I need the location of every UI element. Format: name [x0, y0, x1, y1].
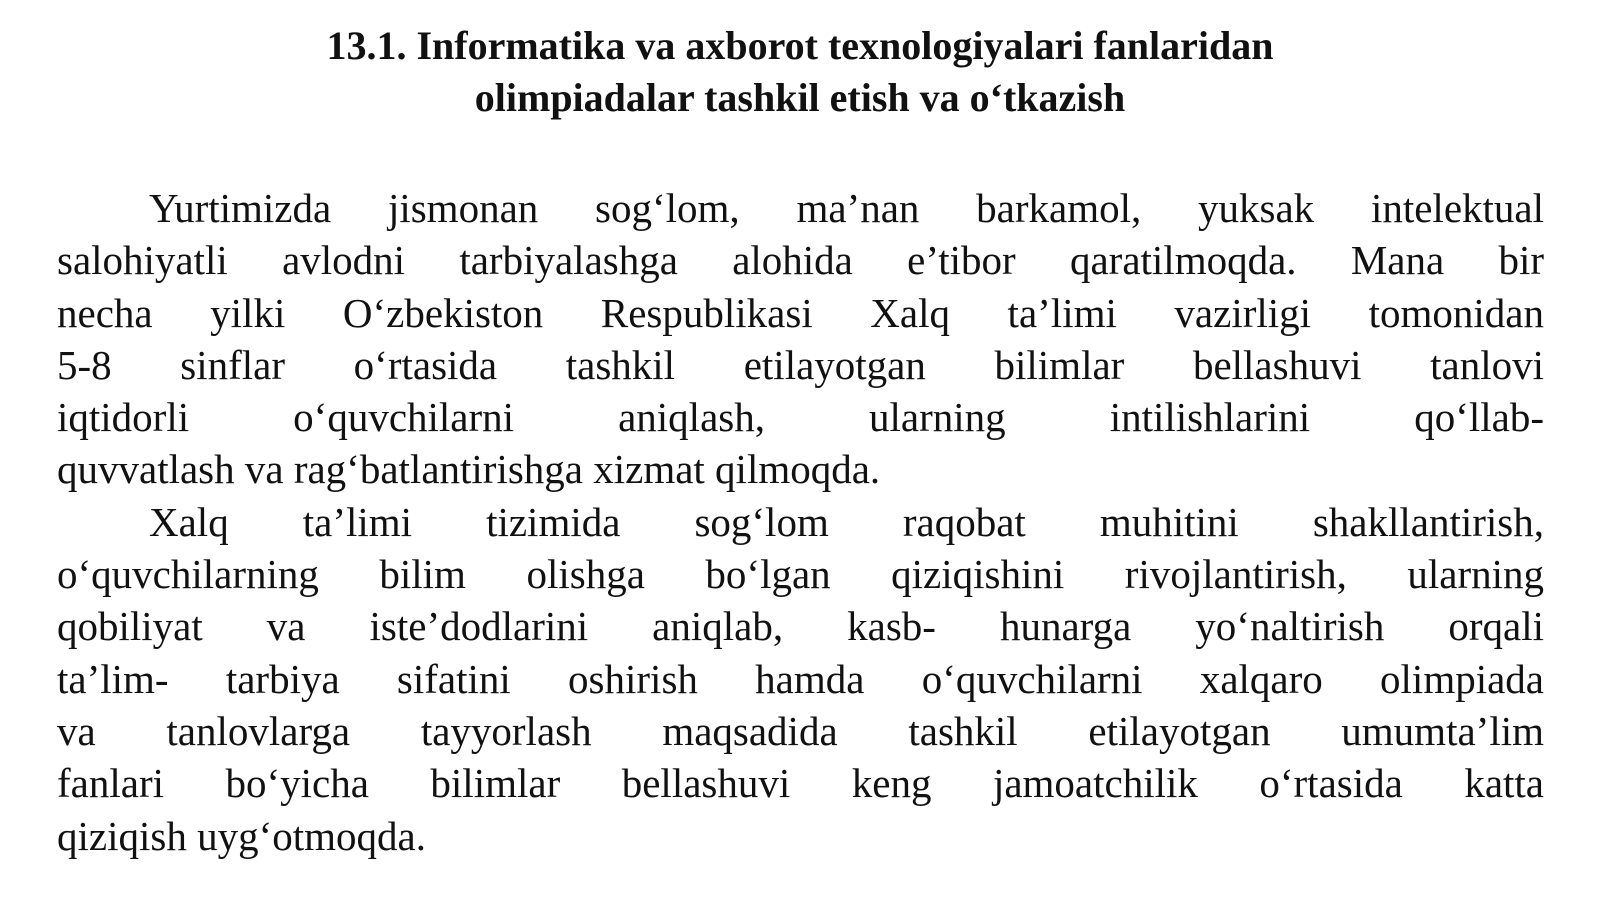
- text-line: quvvatlash va rag‘batlantirishga xizmat qilmoqda.: [57, 446, 881, 493]
- text-line: Xalq ta’limi tizimida sog‘lom raqobat muhitini shakllantirish,: [149, 498, 1544, 545]
- heading-line: 13.1. Informatika va axborot texnologiyalari fanlaridan: [326, 23, 1274, 68]
- section-heading: [0, 20, 1600, 124]
- text-line: necha yilki O‘zbekiston Respublikasi Xalq ta’limi vazirligi tomonidan: [57, 289, 1544, 336]
- text-line: o‘quvchilarning bilim olishga bo‘lgan qiziqishini rivojlantirish, ularning: [57, 551, 1544, 598]
- text-line: iqtidorli o‘quvchilarni aniqlash, ularning intilishlarini qo‘llab-: [57, 394, 1544, 441]
- text-line: salohiyatli avlodni tarbiyalashga alohida e’tibor qaratilmoqda. Mana bir: [57, 237, 1544, 284]
- text-line: Yurtimizda jismonan sog‘lom, ma’nan barkamol, yuksak intelektual: [149, 185, 1544, 231]
- text-line: qiziqish uyg‘otmoqda.: [57, 812, 426, 859]
- body-text: [57, 182, 1544, 862]
- text-line: fanlari bo‘yicha bilimlar bellashuvi keng jamoatchilik o‘rtasida katta: [57, 760, 1544, 807]
- heading-line: olimpiadalar tashkil etish va o‘tkazish: [474, 75, 1126, 120]
- paragraph-1: [57, 182, 1544, 496]
- text-line: 5-8 sinflar o‘rtasida tashkil etilayotgan bilimlar bellashuvi tanlovi: [57, 341, 1544, 388]
- text-line: va tanlovlarga tayyorlash maqsadida tashkil etilayotgan umumta’lim: [57, 707, 1544, 754]
- paragraph-2: [57, 496, 1544, 862]
- text-line: qobiliyat va iste’dodlarini aniqlab, kasb- hunarga yo‘naltirish orqali: [57, 603, 1544, 650]
- text-line: ta’lim- tarbiya sifatini oshirish hamda o‘quvchilarni xalqaro olimpiada: [57, 655, 1544, 702]
